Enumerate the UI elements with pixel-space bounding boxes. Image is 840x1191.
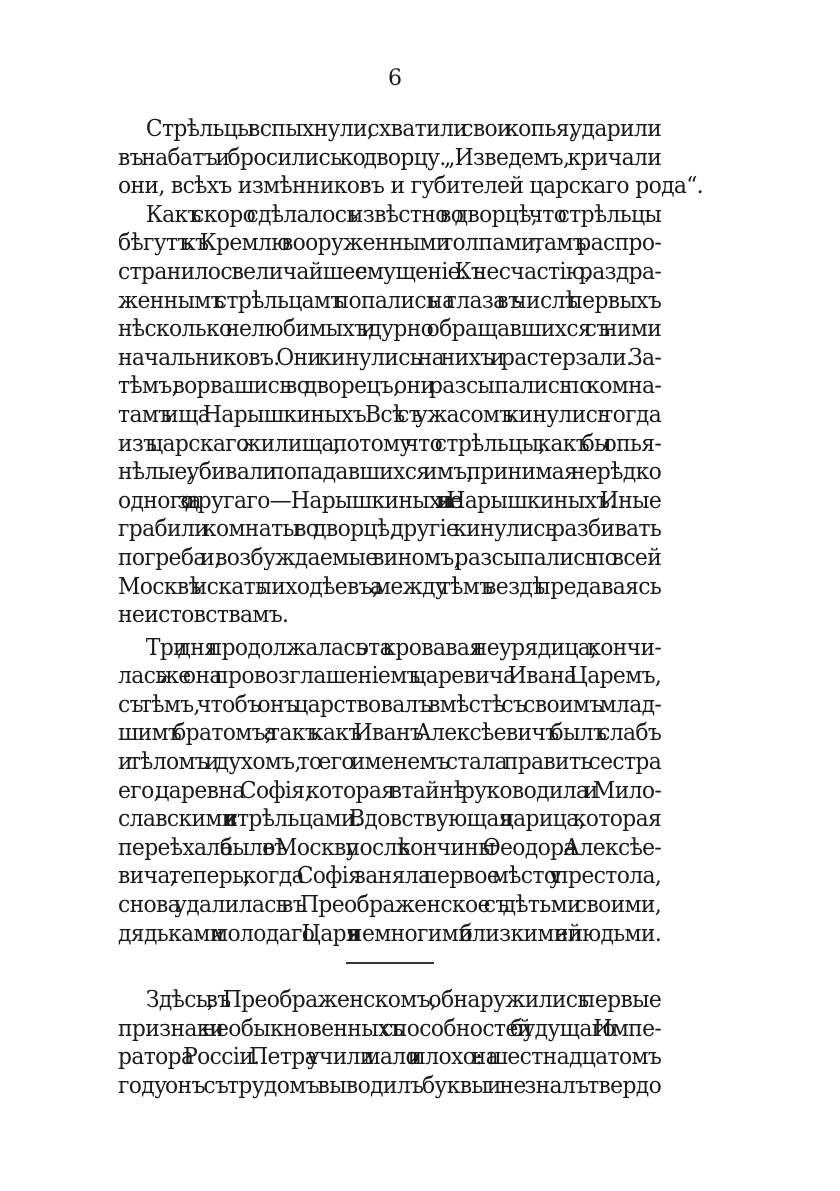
text-line: изъ царскаго жилища, потому что стрѣльцы, какъ бы опья- xyxy=(118,428,662,457)
text-line: Здѣсь, въ Преображенскомъ, обнаружились первые xyxy=(145,985,662,1013)
text-line: лась же она провозглашеніемъ царевича Ивана Царемъ, xyxy=(118,661,662,690)
text-block-bottom xyxy=(118,985,661,1099)
text-line: тѣмъ, ворвашись во дворецъ, они разсыпались по комна- xyxy=(118,371,662,400)
paragraph-2 xyxy=(118,200,661,629)
text-line: снова удалилась въ Преображенское съ дѣтьми своими, xyxy=(118,890,662,919)
text-line: и тѣломъ и духомъ, то его именемъ стала править сестра xyxy=(118,747,662,776)
text-line: Какъ скоро сдѣлалось извѣстно во дворцѣ, что стрѣльцы xyxy=(145,199,662,228)
text-line: славскими и стрѣльцами. Вдовствующая царица, которая xyxy=(118,804,662,833)
text-line: женнымъ стрѣльцамъ попались на глаза въ числѣ первыхъ xyxy=(118,285,662,314)
page-number: 6 xyxy=(388,66,402,91)
text-line: одного за другаго—Нарышкиныхъ и не Нарышкиныхъ. Иные xyxy=(118,485,662,514)
text-line: въ набатъ и бросились ко дворцу. „Изведемъ, кричали xyxy=(118,142,662,171)
section-divider xyxy=(346,962,434,964)
text-line: нѣсколько нелюбимыхъ и дурно обращавшихся съ ними xyxy=(118,314,662,343)
text-line: переѣхала было въ Москву послѣ кончины Ѳеодора Алексѣе- xyxy=(118,832,662,861)
text-line: Три дня продолжалась эта кровавая неурядица; кончи- xyxy=(145,632,662,661)
text-line: ратора Россіи. Петра учили мало и плохо: на шестнадцатомъ xyxy=(118,1042,662,1071)
text-line: Стрѣльцы вспыхнули, схватили свои копья, ударили xyxy=(145,114,662,142)
text-line: признаки необыкновенныхъ способностей будущаго Импе- xyxy=(118,1013,662,1042)
text-line: шимъ братомъ; а такъ какъ Иванъ Алексѣевичъ былъ слабъ xyxy=(118,718,662,747)
text-line: вича, теперь, когда Софія заняла первое мѣсто у престола, xyxy=(118,861,662,890)
text-line: они, всѣхъ измѣнниковъ и губителей царскаго рода“. xyxy=(118,171,704,200)
text-line: тамъ ища Нарышкиныхъ. Всѣ съ ужасомъ кинулись тогда xyxy=(118,399,662,428)
paragraph-4 xyxy=(118,985,661,1099)
text-line: грабили комнаты во дворцѣ, другіе кинулись разбивать xyxy=(118,514,662,543)
text-line: начальниковъ. Они кинулись на нихъ и растерзали. За- xyxy=(118,342,662,371)
text-line: съ тѣмъ, чтобъ онъ царствовалъ вмѣстѣ съ своимъ млад- xyxy=(118,689,662,718)
text-line: нѣлые, убивали попадавшихся имъ, принимая нерѣдко xyxy=(118,457,662,486)
text-line: дядьками молодаго Царя и немногими близкими ей людьми. xyxy=(118,918,662,947)
text-line: неистовствамъ. xyxy=(118,600,289,629)
text-line: году онъ съ трудомъ выводилъ буквы и не зналъ твердо xyxy=(118,1070,662,1099)
text-line: погреба и, возбуждаемые виномъ, разсыпались по всей xyxy=(118,542,662,571)
text-block-top xyxy=(118,114,704,947)
text-line: странилось величайшее смущеніе. Къ несчастію, раздра- xyxy=(118,256,662,285)
text-line: Москвѣ искать лиходѣевъ, а между тѣмъ вездѣ предаваясь xyxy=(118,571,662,600)
paragraph-3 xyxy=(118,633,661,948)
paragraph-1 xyxy=(118,114,704,200)
text-line: бѣгутъ къ Кремлю вооруженными толпами, тамъ распро- xyxy=(118,228,662,257)
text-line: его, царевна Софія, которая втайнѣ руководила и Мило- xyxy=(118,775,662,804)
